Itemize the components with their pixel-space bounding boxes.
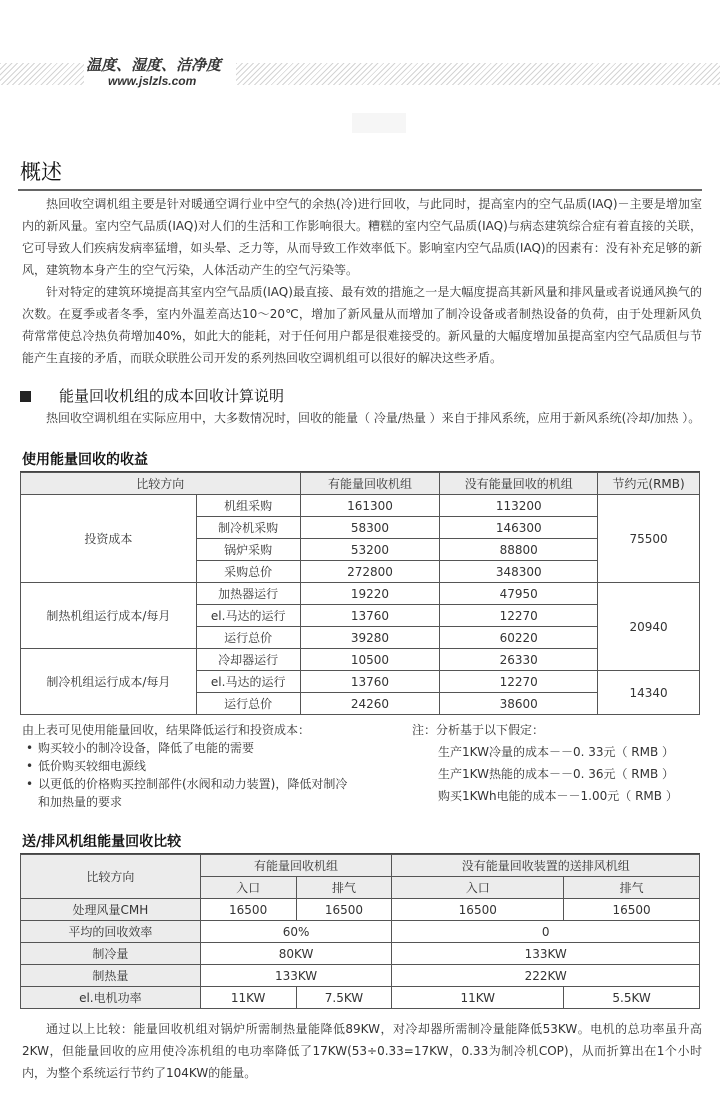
row-item: 锅炉采购 (196, 539, 300, 561)
section-heading-cost-recovery (20, 386, 284, 406)
overview-heading: 概述 (20, 160, 62, 184)
row-label: el.电机功率 (21, 987, 201, 1009)
cell: 0 (392, 921, 700, 943)
notes-left-list (22, 739, 347, 811)
conclusion-paragraph: 通过以上比较：能量回收机组对锅炉所需制热量能降低89KW，对冷却器所需制冷量能降低53KW。电机的总功率虽升高2KW，但能量回收的应用使冷冻机组的电功率降低了17KW(53÷0.33=17KW，0.33为制冷机COP)，从而折算出在1个小时内，为整个系统运行节约了104KW的能量。 (22, 1022, 702, 1080)
notes-right (412, 719, 678, 807)
cell-with: 272800 (300, 561, 440, 583)
table-row (21, 965, 700, 987)
group-label: 制冷机组运行成本/每月 (21, 649, 197, 715)
list-item: • 以更低的价格购买控制部件(水阀和动力装置)，降低对制冷 (22, 775, 347, 793)
cell: 133KW (392, 943, 700, 965)
header-compare: 比较方向 (21, 473, 301, 495)
cell-without: 113200 (440, 495, 598, 517)
row-item: 制冷机采购 (196, 517, 300, 539)
table-row (21, 987, 700, 1009)
row-label: 平均的回收效率 (21, 921, 201, 943)
list-item: 和加热量的要求 (38, 795, 123, 809)
cell-without: 348300 (440, 561, 598, 583)
assumption-item: 生产1KW热能的成本－－0. 36元（ RMB ） (438, 767, 675, 781)
cell-saving: 14340 (598, 671, 700, 715)
table-header-row (21, 473, 700, 495)
row-item: 机组采购 (196, 495, 300, 517)
heading-rule (18, 189, 702, 191)
table-row (21, 943, 700, 965)
brand-logo (86, 56, 221, 88)
list-item: • 购买较小的制冷设备，降低了电能的需要 (22, 739, 347, 757)
cell-with: 24260 (300, 693, 440, 715)
subheader-exhaust: 排气 (296, 877, 392, 899)
cell: 5.5KW (564, 987, 700, 1009)
cell-without: 38600 (440, 693, 598, 715)
cell-without: 47950 (440, 583, 598, 605)
cell: 60% (200, 921, 392, 943)
section-intro: 热回收空调机组在实际应用中，大多数情况时，回收的能量（ 冷量/热量 ）来自于排风系统，应用于新风系统(冷却/加热 ）。 (46, 411, 701, 425)
cell-with: 13760 (300, 605, 440, 627)
notes-right-title: 注：分析基于以下假定： (412, 723, 545, 737)
cell-saving: 20940 (598, 583, 700, 671)
cell-without: 12270 (440, 671, 598, 693)
square-bullet-icon (20, 391, 31, 402)
brand-url: www.jslzls.com (108, 74, 197, 88)
cell-without: 26330 (440, 649, 598, 671)
cell-with: 39280 (300, 627, 440, 649)
faint-watermark-block (352, 113, 406, 133)
cell: 11KW (392, 987, 564, 1009)
table-row (21, 921, 700, 943)
cell-with: 58300 (300, 517, 440, 539)
group-label: 制热机组运行成本/每月 (21, 583, 197, 649)
row-label: 处理风量CMH (21, 899, 201, 921)
row-label: 制冷量 (21, 943, 201, 965)
overview-paragraph-2: 针对特定的建筑环境提高其室内空气品质(IAQ)最直接、最有效的措施之一是大幅度提高其新风量和排风量或者说通风换气的次数。在夏季或者冬季，室内外温差高达10～20℃，增加了新风量从而增加了制冷设备或者制热设备的负荷，由于处理新风负荷常常使总冷热负荷增加40%，如此大的能耗，对于任何用户都是很难接受的。新风量的大幅度增加虽提高室内空气品质但与节能产生直接的矛盾，而联众联胜公司开发的系列热回收空调机组可以很好的解决这些矛盾。 (22, 285, 702, 365)
table-row (21, 583, 700, 605)
overview-paragraph-1: 热回收空调机组主要是针对暖通空调行业中空气的余热(冷)进行回收，与此同时，提高室内的空气品质(IAQ)－主要是增加室内的新风量。室内空气品质(IAQ)对人们的生活和工作影响很大。糟糕的室内空气品质(IAQ)与病态建筑综合症有着直接的关联，它可导致人们疾病发病率猛增，如头晕、乏力等，从而导致工作效率低下。影响室内空气品质(IAQ)的因素有：没有补充足够的新风，建筑物本身产生的空气污染，人体活动产生的空气污染等。 (22, 197, 702, 277)
row-item: el.马达的运行 (196, 605, 300, 627)
table2-title: 送/排风机组能量回收比较 (22, 834, 182, 850)
cell: 16500 (392, 899, 564, 921)
section-heading-text: 能量回收机组的成本回收计算说明 (59, 387, 285, 405)
row-item: 冷却器运行 (196, 649, 300, 671)
cell: 11KW (200, 987, 296, 1009)
subheader-inlet: 入口 (200, 877, 296, 899)
cell-without: 88800 (440, 539, 598, 561)
header-hatch-left (0, 63, 84, 85)
header-compare: 比较方向 (21, 855, 201, 899)
subheader-inlet: 入口 (392, 877, 564, 899)
header-with-recovery: 有能量回收机组 (300, 473, 440, 495)
row-item: 采购总价 (196, 561, 300, 583)
assumption-item: 购买1KWh电能的成本－－1.00元（ RMB ） (438, 789, 678, 803)
cell-with: 13760 (300, 671, 440, 693)
header-without-recovery: 没有能量回收的机组 (440, 473, 598, 495)
brand-title: 温度、湿度、洁净度 (86, 56, 222, 74)
notes-left (22, 721, 347, 811)
fan-comparison-table (20, 854, 700, 1009)
table-header-row (21, 855, 700, 877)
header-saving: 节约元(RMB) (598, 473, 700, 495)
cell: 133KW (200, 965, 392, 987)
assumption-item: 生产1KW冷量的成本－－0. 33元（ RMB ） (438, 745, 675, 759)
table1-title: 使用能量回收的收益 (22, 452, 148, 468)
row-label: 制热量 (21, 965, 201, 987)
row-item: 加热器运行 (196, 583, 300, 605)
row-item: 运行总价 (196, 693, 300, 715)
notes-left-title: 由上表可见使用能量回收，结果降低运行和投资成本： (22, 723, 311, 737)
cell-without: 60220 (440, 627, 598, 649)
cell: 16500 (200, 899, 296, 921)
cell-without: 12270 (440, 605, 598, 627)
cell-saving: 75500 (598, 495, 700, 583)
subheader-exhaust: 排气 (564, 877, 700, 899)
cell: 222KW (392, 965, 700, 987)
cell: 80KW (200, 943, 392, 965)
table-row (21, 495, 700, 517)
cell-without: 146300 (440, 517, 598, 539)
row-item: el.马达的运行 (196, 671, 300, 693)
cell: 7.5KW (296, 987, 392, 1009)
cell: 16500 (564, 899, 700, 921)
cell: 16500 (296, 899, 392, 921)
group-label: 投资成本 (21, 495, 197, 583)
row-item: 运行总价 (196, 627, 300, 649)
cell-with: 19220 (300, 583, 440, 605)
benefit-table (20, 472, 700, 715)
cell-with: 161300 (300, 495, 440, 517)
cell-with: 53200 (300, 539, 440, 561)
cell-with: 10500 (300, 649, 440, 671)
header-with-recovery: 有能量回收机组 (200, 855, 392, 877)
header-without-recovery: 没有能量回收装置的送排风机组 (392, 855, 700, 877)
list-item: • 低价购买较细电源线 (22, 757, 347, 775)
header-hatch-right (236, 63, 720, 85)
table-row (21, 899, 700, 921)
